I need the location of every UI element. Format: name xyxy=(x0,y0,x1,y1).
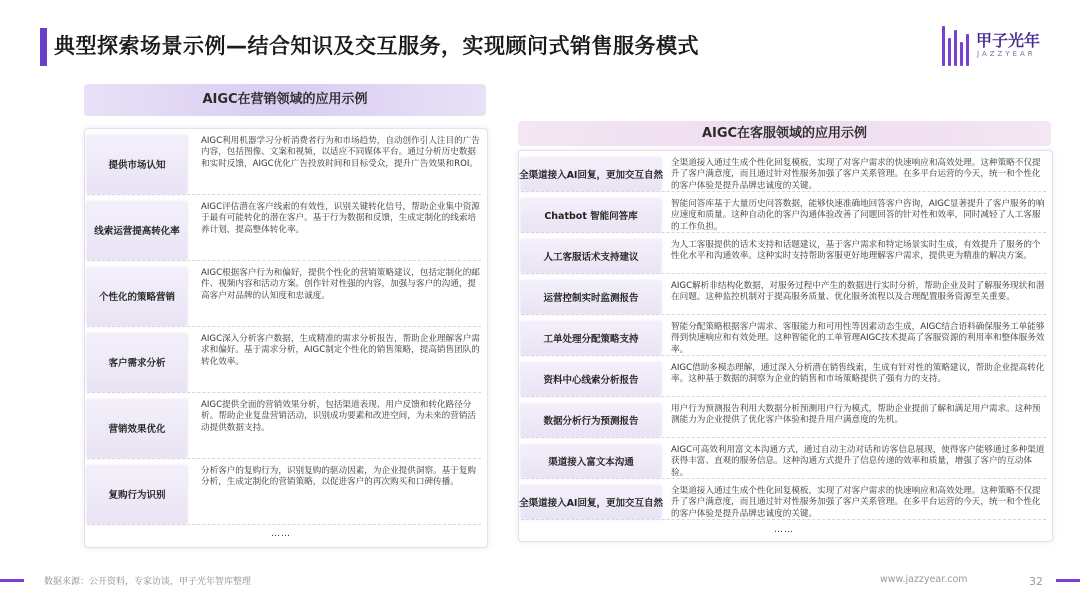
service-row-text: AIGC可高效利用富文本沟通方式，通过自动主动对话和访客信息展现，使得客户能够通过多种渠道获得丰富、直观的服务信息。这种沟通方式提升了信息传递的效率和质量，增强了客户的互动体验。 xyxy=(671,445,1045,478)
service-row-text: 为人工客服提供的话术支持和话题建议，基于客户需求和特定场景实时生成，有效提升了服务的个性化水平和沟通效率。这种实时支持帮助客服更好地理解客户需求，提供更为精准的解决方案。 xyxy=(671,240,1041,262)
service-row-label: 资料中心线索分析报告 xyxy=(521,362,661,395)
marketing-row-text: AIGC提供全面的营销效果分析，包括渠道表现、用户反馈和转化路径分析。帮助企业复盘营销活动，识别成功要素和改进空间，为未来的营销活动提供数据支持。 xyxy=(201,400,477,433)
marketing-more: …… xyxy=(271,529,291,539)
service-row-text: 全渠道接入通过生成个性化回复模板，实现了对客户需求的快速响应和高效处理。这种策略不仅提升了客户满意度，而且通过针对性服务加强了客户关系管理。在多平台运营的今天，统一和个性化的客户体验是提升品牌忠诚度的关键。 xyxy=(671,486,1041,519)
service-row-label: 渠道接入富文本沟通 xyxy=(521,444,661,477)
service-row-divider xyxy=(521,314,1046,315)
marketing-row-divider xyxy=(87,260,481,261)
service-header: AIGC在客服领域的应用示例 xyxy=(518,121,1051,146)
marketing-panel xyxy=(84,128,488,548)
service-row-text: AIGC借助多模态理解，通过深入分析潜在销售线索，生成有针对性的策略建议，帮助企业提高转化率。这种基于数据的洞察为企业的销售和市场策略提供了强有力的支持。 xyxy=(671,363,1045,385)
marketing-row xyxy=(85,199,487,261)
service-row-label: 全渠道接入AI回复，更加交互自然 xyxy=(521,485,661,518)
marketing-row-divider xyxy=(87,194,481,195)
service-row-divider xyxy=(521,478,1046,479)
data-source: 数据来源：公开资料，专家访谈，甲子光年智库整理 xyxy=(44,577,252,587)
service-row-text: 智能问答库基于大量历史问答数据，能够快速准确地回答客户咨询，AIGC显著提升了客户服务的响应速度和质量。这种自动化的客户沟通体验改善了问题回答的针对性和效率，同时减轻了人工客服的工作负担。 xyxy=(671,199,1045,232)
service-row xyxy=(519,442,1052,479)
marketing-row xyxy=(85,397,487,459)
website-link[interactable]: www.jazzyear.com xyxy=(880,574,968,585)
marketing-row-label: 复购行为识别 xyxy=(87,465,187,523)
marketing-row-text: AIGC利用机器学习分析消费者行为和市场趋势，自动创作引人注目的广告内容，包括图像、文案和视频，以适应不同媒体平台。通过分析历史数据和实时反馈，AIGC优化广告投放时间和目标受众，提升广告效果和ROI。 xyxy=(201,136,480,169)
page-number: 32 xyxy=(1029,575,1043,588)
service-row-label: 人工客服话术支持建议 xyxy=(521,239,661,272)
service-row-divider xyxy=(521,519,1046,520)
logo-subtitle: JAZZYEAR xyxy=(977,50,1036,58)
marketing-row xyxy=(85,133,487,195)
service-row-label: 工单处理分配策略支持 xyxy=(521,321,661,354)
marketing-row-label: 线索运营提高转化率 xyxy=(87,201,187,259)
marketing-row-divider xyxy=(87,524,481,525)
service-panel xyxy=(518,150,1053,542)
title-accent-bar xyxy=(40,28,47,66)
marketing-row-label: 营销效果优化 xyxy=(87,399,187,457)
marketing-row-divider xyxy=(87,326,481,327)
marketing-row-text: 分析客户的复购行为，识别复购的驱动因素，为企业提供洞察。基于复购分析，生成定制化的营销策略，以促进客户的再次购买和口碑传播。 xyxy=(201,466,477,488)
page-title: 典型探索场景示例—结合知识及交互服务，实现顾问式销售服务模式 xyxy=(54,34,699,58)
footer-accent-right xyxy=(1056,579,1080,582)
service-row xyxy=(519,401,1052,438)
service-row-divider xyxy=(521,355,1046,356)
service-row-label: 运营控制实时监测报告 xyxy=(521,280,661,313)
service-row-label: 数据分析行为预测报告 xyxy=(521,403,661,436)
service-row xyxy=(519,483,1052,520)
service-row-label: 全渠道接入AI回复，更加交互自然 xyxy=(521,157,661,190)
marketing-row xyxy=(85,331,487,393)
service-row-text: 用户行为预测报告利用大数据分析预测用户行为模式，帮助企业提前了解和满足用户需求。这种预测能力为企业提供了优化客户体验和提升用户满意度的先机。 xyxy=(671,404,1041,426)
service-row-divider xyxy=(521,273,1046,274)
brand-logo xyxy=(942,26,1052,70)
service-row xyxy=(519,237,1052,274)
marketing-row-text: AIGC深入分析客户数据，生成精准的需求分析报告，帮助企业理解客户需求和偏好。基于需求分析，AIGC制定个性化的销售策略，提高销售团队的转化效率。 xyxy=(201,334,480,367)
marketing-row-label: 个性化的策略营销 xyxy=(87,267,187,325)
footer-accent-left xyxy=(0,579,24,582)
service-row-text: AIGC解析非结构化数据，对服务过程中产生的数据进行实时分析，帮助企业及时了解服务现状和潜在问题。这种监控机制对于提高服务质量、优化服务流程以及合理配置服务资源至关重要。 xyxy=(671,281,1045,303)
marketing-row-divider xyxy=(87,392,481,393)
marketing-row-text: AIGC根据客户行为和偏好，提供个性化的营销策略建议，包括定制化的邮件、视频内容和活动方案。创作针对性强的内容，加强与客户的沟通，提高客户对品牌的认知度和忠诚度。 xyxy=(201,268,480,301)
service-row xyxy=(519,278,1052,315)
service-row-divider xyxy=(521,396,1046,397)
service-row xyxy=(519,360,1052,397)
service-row-text: 智能分配策略根据客户需求、客服能力和可用性等因素动态生成，AIGC结合语料确保服务工单能够得到快速响应和有效处理。这种智能化的工单管理AIGC技术提高了客服资源的利用率和整体服务效率。 xyxy=(671,322,1045,355)
service-row-label: Chatbot 智能问答库 xyxy=(521,198,661,231)
service-row xyxy=(519,155,1052,192)
marketing-row-divider xyxy=(87,458,481,459)
marketing-row-text: AIGC评估潜在客户线索的有效性，识别关键转化信号，帮助企业集中资源于最有可能转化的潜在客户。基于行为数据和反馈，生成定制化的线索培养计划，提高整体转化率。 xyxy=(201,202,480,235)
service-row-divider xyxy=(521,191,1046,192)
marketing-row xyxy=(85,463,487,525)
service-more: …… xyxy=(774,525,794,535)
logo-bars-icon xyxy=(942,26,970,66)
marketing-header: AIGC在营销领域的应用示例 xyxy=(84,84,486,116)
service-row-divider xyxy=(521,232,1046,233)
marketing-row xyxy=(85,265,487,327)
service-row xyxy=(519,196,1052,233)
marketing-row-label: 客户需求分析 xyxy=(87,333,187,391)
service-row xyxy=(519,319,1052,356)
service-row-divider xyxy=(521,437,1046,438)
marketing-row-label: 提供市场认知 xyxy=(87,135,187,193)
logo-name: 甲子光年 xyxy=(976,31,1041,50)
service-row-text: 全渠道接入通过生成个性化回复模板，实现了对客户需求的快速响应和高效处理。这种策略不仅提升了客户满意度，而且通过针对性服务加强了客户关系管理。在多平台运营的今天，统一和个性化的客户体验是提升品牌忠诚度的关键。 xyxy=(671,158,1041,191)
